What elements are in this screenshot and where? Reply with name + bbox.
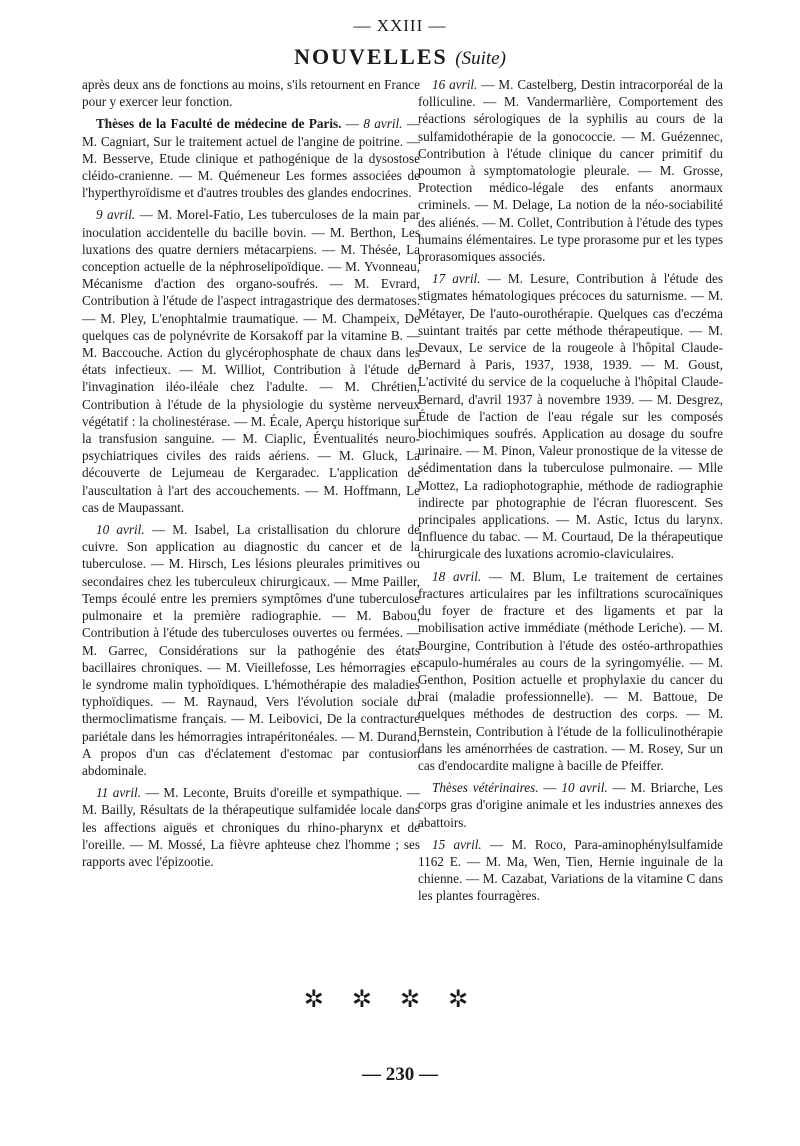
date-10-avril: 10 avril.	[96, 522, 145, 538]
paragraph-text: — M. Leconte, Bruits d'oreille et sympathique. — M. Bailly, Résultats de la thérapeutique sulfamidée locale dans les affections aiguës et chroniques du rhino-pharynx et de l'oreille. — M. Mossé, La fièvre aphteuse chez l'homme ; ses rapports avec l'épizootie.	[82, 785, 421, 869]
section-heading-veterinaires: Thèses vétérinaires.	[432, 780, 539, 796]
decorative-stars-divider: ✲✲✲✲	[303, 987, 497, 1013]
paragraph-17-avril	[418, 270, 723, 562]
section-title-text: NOUVELLES	[294, 44, 448, 69]
paragraph-16-avril	[418, 76, 723, 265]
left-column	[82, 76, 420, 875]
paragraph-text: — M. Castelberg, Destin intracorporéal de la folliculine. — M. Vandermarlière, Comportement des réactions sérologiques de la syphilis au cours de la sulfamidothérapie de la gonococcie. — M. Guézennec, Contribution à l'étude clinique du cancer primitif du poumon à symptomatologie pleurale. — M. Grosse, Protection médico-légale des enfants anormaux criminels. — M. Delage, La notion de la néo-sociabilité des aliénés. — M. Collet, Contribution à l'étude des types humains élémentaires. Le type prorasome pur et les types prorasomiques associés.	[418, 77, 723, 265]
paragraph-9-avril	[82, 206, 420, 516]
section-heading-faculte: Thèses de la Faculté de médecine de Paris.	[96, 116, 342, 132]
paragraph-text: — M. Isabel, La cristallisation du chlorure de cuivre. Son application au diagnostic du cancer et de la tuberculose. — M. Hirsch, Les lésions pleurales primitives ou secondaires chez les tuberculeux chirurgicaux. — Mme Pailler, Temps écoulé entre les premiers symptômes d'une tuberculose pulmonaire et la première radiographie. — M. Babou, Contribution à l'étude des tuberculoses ouvertes ou fermées. — M. Garrec, Considérations sur la pathogénie des états bacillaires chroniques. — M. Vieillefosse, Les hémorragies et le syndrome malin typhoïdiques. L'hémothérapie des maladies typhoïdiques. — M. Raynaud, Vers l'évolution sociale du thermoclimatisme français. — M. Leibovici, De la contracture pariétale dans les hémorragies intrapéritonéales. — M. Durand, A propos d'un cas d'éclatement d'estomac par contusion abdominale.	[82, 522, 420, 778]
paragraph-text: — M. Cagniart, Sur le traitement actuel de l'angine de poitrine. — M. Besserve, Etude clinique et pathogénique de la dysostose cléido-cranienne. — M. Quémeneur Les formes associées de l'hyperthyroïdisme et d'autres troubles des glandes endocrines.	[82, 116, 421, 201]
page-number: — 230 —	[362, 1064, 438, 1085]
paragraph-11-avril	[82, 784, 420, 870]
date-10-avril-vet: 10 avril.	[561, 780, 608, 796]
paragraph-text: — M. Blum, Le traitement de certaines fractures articulaires par les infiltrations scurocaïniques du foyer de fracture et des ligaments et par la mobilisation active immédiate (méthode Leriche). — M. Bourgine, Contribution à l'étude des ostéo-arthropathies scapulo-humérales au cours de la syringomyélie. — M. Genthon, Position actuelle et prophylaxie du cancer du brai (maladie professionnelle). — M. Battoue, De quelques méthodes de destruction des corps. — M. Bernstein, Contribution à l'étude de la folliculinothérapie dans les aménorrhées de castration. — M. Rosey, Sur un cas d'endocardite maligne à bacille de Pfeiffer.	[418, 568, 723, 773]
date-17-avril: 17 avril.	[432, 271, 481, 287]
date-18-avril: 18 avril.	[432, 568, 482, 584]
paragraph-text: — M. Lesure, Contribution à l'étude des stigmates hématologiques précoces du saturnisme. — M. Métayer, De l'auto-ourothérapie. Quelques cas d'eczéma suintant traités par cette méthode thérapeutique. — M. Devaux, Le service de la rougeole à l'hôpital Claude-Bernard à Paris, 1937, 1938, 1939. — M. Goust, L'activité du service de la coqueluche à l'hôpital Claude-Bernard, d'avril 1937 à novembre 1939. — M. Desgrez, Étude de l'action de l'eau régale sur les composés biochimiques soufrés. Application au dosage du soufre urinaire. — M. Pinon, Valeur pronostique de la vitesse de sédimentation dans la tuberculose pulmonaire. — Mlle Mottez, La radiophotographie, méthode de radiographie indirecte par photographie de l'écran fluorescent. Ses principales applications. — M. Astic, Ictus du larynx. Influence du tabac. — M. Courtaud, De la thérapeutique chirurgicale des luxations acromio-claviculaires.	[418, 271, 723, 562]
paragraph-18-avril	[418, 568, 723, 774]
paragraph-continuation: après deux ans de fonctions au moins, s'ils retournent en France pour y exercer leur fonction.	[82, 77, 420, 110]
date-15-avril: 15 avril.	[432, 836, 482, 852]
heading-dash: —	[341, 116, 364, 132]
date-16-avril: 16 avril.	[432, 77, 478, 92]
paragraph-text: — M. Roco, Para-aminophénylsulfamide 1162 E. — M. Ma, Wen, Tien, Hernie inguinale de la chienne. — M. Cazabat, Variations de la vitamine C dans les plantes fourragères.	[418, 836, 723, 904]
paragraph-10-avril	[82, 521, 420, 779]
paragraph-theses-8-avril	[82, 115, 420, 201]
roman-page-header: — XXIII —	[353, 16, 447, 35]
date-11-avril: 11 avril.	[96, 785, 142, 801]
section-title	[0, 44, 800, 70]
section-title-suite: (Suite)	[455, 48, 506, 69]
paragraph-theses-veterinaires	[418, 779, 723, 831]
paragraph-15-avril	[418, 836, 723, 905]
heading-dash: —	[538, 780, 562, 796]
paragraph-text: — M. Morel-Fatio, Les tuberculoses de la main par inoculation accidentelle du bacille bovin. — M. Berthon, Les luxations des quatre derniers métacarpiens. — M. Thésée, La conception actuelle de la néphroselipoïdique. — M. Yvonneau, Mécanisme d'action des organo-soufrés. — M. Evrard, Contribution à l'étude de l'aspect intragastrique des dermatoses. — M. Pley, L'enophtalmie traumatique. — M. Champeix, De quelques cas de polynévrite de Korsakoff par la vitamine B. — M. Baccouche. Action du glycérophosphate de chaux dans les états infectieux. — M. Williot, Contribution à l'étude de l'invagination iléo-iléale chez l'adulte. — M. Chrétien, Contribution à l'étude de la physiologie du système nerveux végétatif : la cholinestérase. — M. Écale, Aperçu historique sur la transfusion sanguine. — M. Ciaplic, Éventualités neuro-psychiatriques civiles des raids aériens. — M. Gluck, La découverte de Lejumeau de Kergaradec. L'application de l'auscultation à l'art des accouchements. — M. Hoffmann, Le cas de Maupassant.	[82, 207, 420, 515]
paragraph-text: — M. Briarche, Les corps gras d'origine animale et les industries annexes des abattoirs.	[418, 780, 723, 830]
right-column	[418, 76, 723, 910]
date-9-avril: 9 avril.	[96, 207, 136, 223]
date-8-avril: 8 avril.	[363, 116, 403, 132]
